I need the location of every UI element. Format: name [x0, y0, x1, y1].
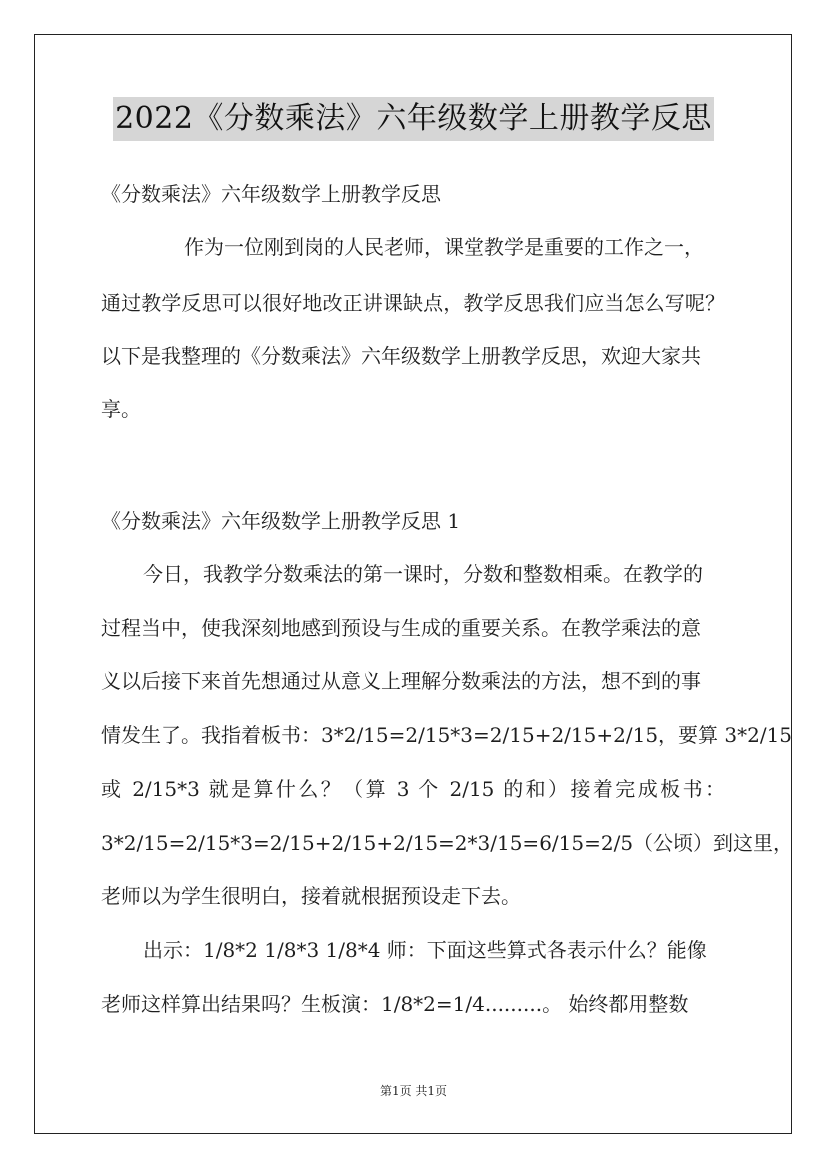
intro-line-4: 享。	[101, 397, 141, 421]
body-line-3: 义以后接下来首先想通过从意义上理解分数乘法的方法，想不到的事	[101, 669, 701, 693]
body-line-2: 过程当中，使我深刻地感到预设与生成的重要关系。在教学乘法的意	[101, 616, 701, 640]
title-container	[0, 97, 827, 141]
body-line-6: 3*2/15=2/15*3=2/15+2/15+2/15=2*3/15=6/15=2/5（公顷）到这里，	[101, 831, 794, 855]
body2-line-2: 老师这样算出结果吗？生板演：1/8*2=1/4.........。 始终都用整数	[101, 992, 689, 1016]
intro-line-1: 作为一位刚到岗的人民老师，课堂教学是重要的工作之一，	[184, 235, 704, 259]
body-line-1: 今日，我教学分数乘法的第一课时，分数和整数相乘。在教学的	[143, 562, 703, 586]
body-line-5: 或 2/15*3 就是算什么？（算 3 个 2/15 的和）接着完成板书：	[101, 777, 725, 801]
section-heading: 《分数乘法》六年级数学上册教学反思 1	[101, 509, 461, 533]
body-line-7: 老师以为学生很明白，接着就根据预设走下去。	[101, 884, 521, 908]
body2-line-1: 出示：1/8*2 1/8*3 1/8*4 师：下面这些算式各表示什么？能像	[143, 938, 707, 962]
body-line-4: 情发生了。我指着板书：3*2/15=2/15*3=2/15+2/15+2/15，要算 3*2/15	[101, 723, 793, 747]
intro-line-2: 通过教学反思可以很好地改正讲课缺点，教学反思我们应当怎么写呢？	[101, 291, 725, 315]
subtitle: 《分数乘法》六年级数学上册教学反思	[101, 182, 441, 206]
document-title: 2022《分数乘法》六年级数学上册教学反思	[113, 97, 714, 141]
page-number: 第1页 共1页	[379, 1084, 448, 1098]
intro-line-3: 以下是我整理的《分数乘法》六年级数学上册教学反思，欢迎大家共	[101, 344, 701, 368]
